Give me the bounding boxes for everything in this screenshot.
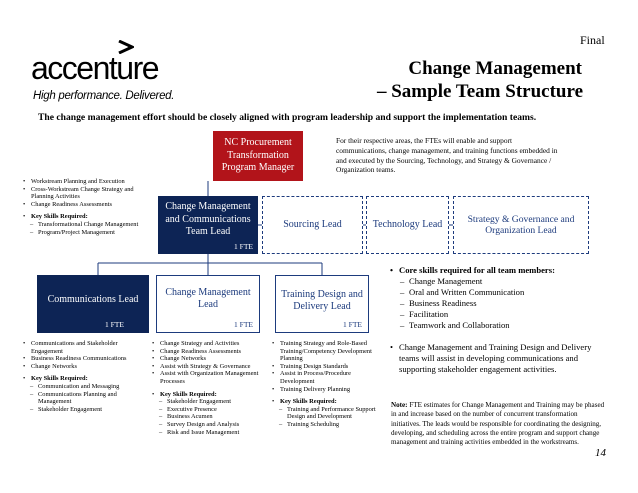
list-item: • Change Networks xyxy=(22,363,137,371)
page-title-line2: – Sample Team Structure xyxy=(376,81,583,102)
list-item: – Training Scheduling xyxy=(271,421,383,429)
skills-label: Key Skills Required: xyxy=(31,375,88,383)
core-skills-list xyxy=(390,265,610,331)
page-number: 14 xyxy=(595,447,606,459)
list-item: – Facilitation xyxy=(390,309,610,320)
strategy-governance-lead-box xyxy=(453,196,589,254)
list-item: – Training and Performance Support Design and Development xyxy=(271,406,383,421)
status-label: Final xyxy=(580,33,605,47)
skills-label: Key Skills Required: xyxy=(160,390,217,398)
list-item: – Business Acumen xyxy=(151,413,271,421)
change-management-responsibilities xyxy=(151,340,271,436)
communications-fte: 1 FTE xyxy=(105,320,124,329)
list-item: – Teamwork and Collaboration xyxy=(390,320,610,331)
core-skills-heading: • Core skills required for all team members: xyxy=(390,265,610,276)
procurement-program-manager-label: NC Procurement Transformation Program Manager xyxy=(221,137,295,174)
list-item: – Stakeholder Engagement xyxy=(22,406,137,414)
footnote-label: Note: xyxy=(391,401,408,409)
list-item: • Business Readiness Communications xyxy=(22,355,137,363)
communications-responsibilities xyxy=(22,340,137,413)
list-item: – Executive Presence xyxy=(151,406,271,414)
sourcing-lead-box xyxy=(262,196,363,254)
list-item: – Communications Planning and Management xyxy=(22,391,137,406)
assist-note xyxy=(390,342,602,375)
list-item: • Training Design Standards xyxy=(271,363,383,371)
list-item: – Oral and Written Communication xyxy=(390,287,610,298)
list-item: • Cross-Workstream Change Strategy and Planning Activities xyxy=(22,186,150,201)
list-item: – Survey Design and Analysis xyxy=(151,421,271,429)
footnote xyxy=(391,401,605,447)
communications-lead-box xyxy=(37,275,149,333)
assist-note-text: • Change Management and Training Design and Delivery teams will assist in developing communications and supporting stakeholder engagement activities. xyxy=(390,342,602,375)
change-management-fte: 1 FTE xyxy=(234,320,253,329)
training-responsibilities xyxy=(271,340,383,429)
list-item: • Change Networks xyxy=(151,355,271,363)
skills-label: Key Skills Required: xyxy=(280,398,337,406)
list-item: • Assist in Process/Procedure Development xyxy=(271,370,383,385)
subtitle: The change management effort should be closely aligned with program leadership and support the implementation teams. xyxy=(38,112,537,123)
strategy-governance-lead-label: Strategy & Governance and Organization Lead xyxy=(467,214,575,236)
change-management-lead-label: Change Management Lead xyxy=(165,287,251,310)
tagline: High performance. Delivered. xyxy=(33,90,175,102)
list-item: – Stakeholder Engagement xyxy=(151,398,271,406)
list-item: – Change Management xyxy=(390,276,610,287)
cm-communications-fte: 1 FTE xyxy=(234,242,253,251)
communications-lead-label: Communications Lead xyxy=(47,294,139,305)
intro-note: For their respective areas, the FTEs will enable and support communications, change management, and training functions embedded in and executed by the Sourcing, Technology, and Strategy & Governance / Organization teams. xyxy=(336,136,558,175)
footnote-text: FTE estimates for Change Management and Training may be phased in and increase based on the number of concurrent transformation initiatives. The leads would be responsible for coordinating the designing, developing, and scheduling across the entire program and support change management and training activities embedded in the workstreams. xyxy=(391,401,605,447)
list-item: • Change Strategy and Activities xyxy=(151,340,271,348)
accenture-logo: accenture xyxy=(31,50,159,86)
training-lead-label: Training Design and Delivery Lead xyxy=(281,289,363,312)
cm-communications-lead-box xyxy=(158,196,258,254)
list-item: • Workstream Planning and Execution xyxy=(22,178,150,186)
list-item: • Assist with Strategy & Governance xyxy=(151,363,271,371)
list-item: • Change Readiness Assessments xyxy=(22,201,150,209)
list-item: – Program/Project Management xyxy=(22,229,150,237)
cm-lead-responsibilities xyxy=(22,178,150,236)
training-fte: 1 FTE xyxy=(343,320,362,329)
technology-lead-label: Technology Lead xyxy=(372,219,443,230)
list-item: – Risk and Issue Management xyxy=(151,429,271,437)
list-item: • Change Readiness Assessments xyxy=(151,348,271,356)
technology-lead-box xyxy=(366,196,449,254)
change-management-lead-box xyxy=(156,275,260,333)
list-item: – Transformational Change Management xyxy=(22,221,150,229)
sourcing-lead-label: Sourcing Lead xyxy=(283,219,342,230)
list-item: • Communications and Stakeholder Engagement xyxy=(22,340,137,355)
skills-label: Key Skills Required: xyxy=(31,213,88,221)
procurement-program-manager-box xyxy=(213,131,303,181)
list-item: • Assist with Organization Management Processes xyxy=(151,370,271,385)
list-item: • Training Delivery Planning xyxy=(271,386,383,394)
training-lead-box xyxy=(275,275,369,333)
cm-communications-lead-label: Change Management and Communications Team Lead xyxy=(165,201,251,238)
page-title-line1: Change Management xyxy=(408,58,582,79)
list-item: • Training Strategy and Role-Based Training/Competency Development Planning xyxy=(271,340,383,363)
list-item: – Business Readiness xyxy=(390,298,610,309)
list-item: – Communication and Messaging xyxy=(22,383,137,391)
